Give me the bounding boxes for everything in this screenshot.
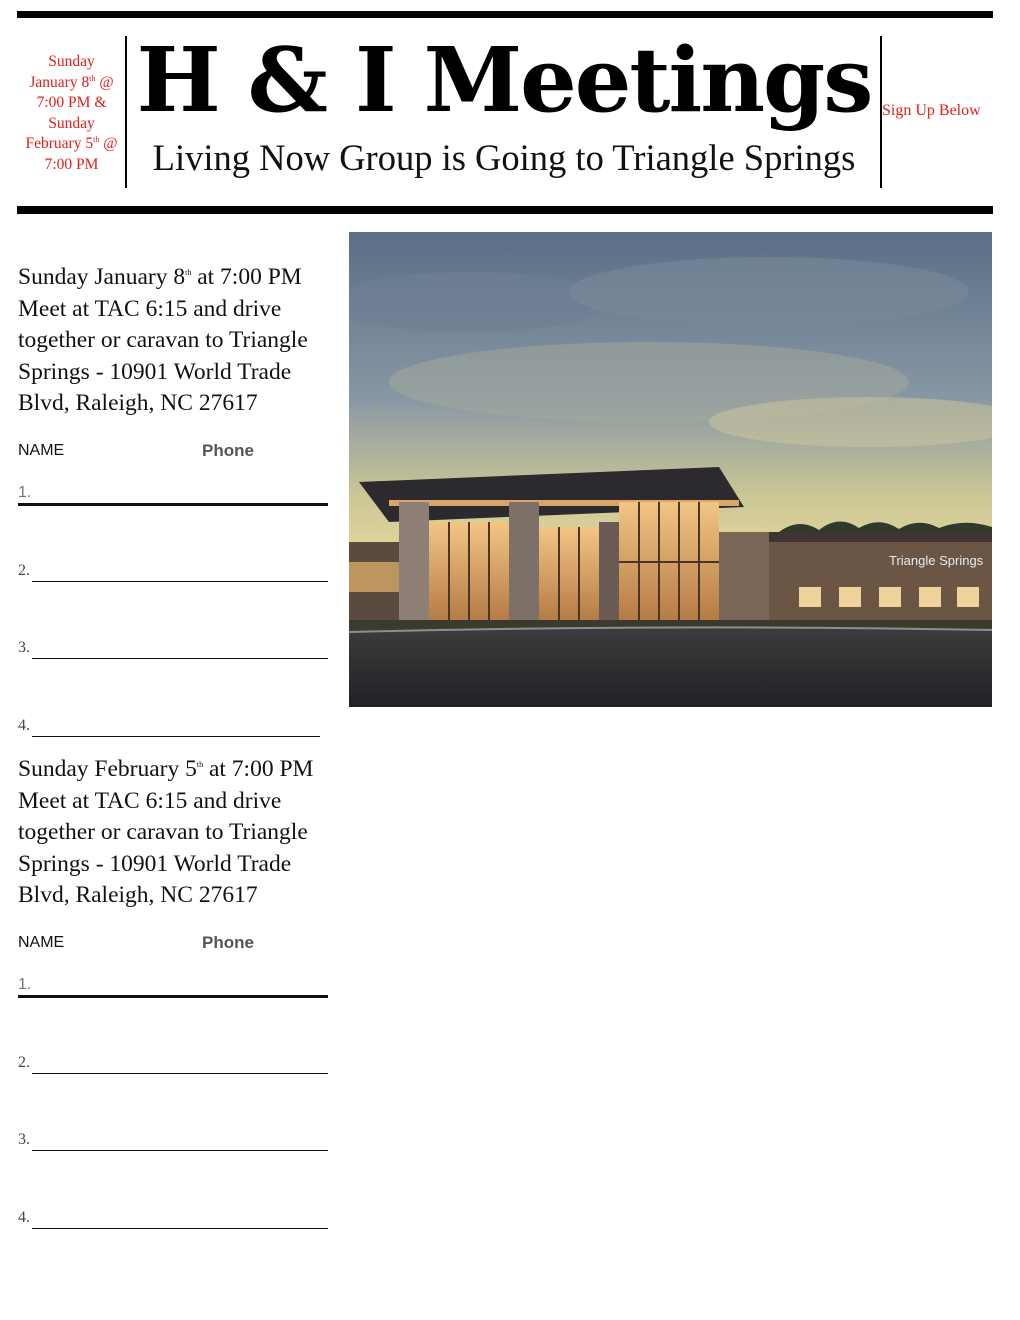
meeting-section-1	[18, 262, 338, 734]
phone-column-header: Phone	[202, 933, 254, 952]
signup-line-4[interactable]: 4.	[18, 1207, 328, 1229]
note-line: Sunday	[48, 53, 95, 70]
name-column-header: NAME	[18, 442, 65, 459]
building-sign-text: Triangle Springs	[889, 553, 984, 568]
meeting-description: Sunday February 5th at 7:00 PM Meet at TAC 6:15 and drive together or caravan to Triangle Springs - 10901 World Trade Blvd, Raleigh, NC 27617	[18, 756, 314, 908]
signup-line-2[interactable]: 2.	[18, 1052, 328, 1074]
meeting-dates-note	[18, 52, 125, 175]
page-subtitle: Living Now Group is Going to Triangle Springs	[152, 137, 856, 178]
signup-line-4[interactable]: 4.	[18, 715, 320, 737]
name-column-header: NAME	[18, 934, 65, 951]
header-bottom-rule	[17, 206, 993, 214]
note-line: Sunday	[48, 114, 95, 132]
phone-column-header: Phone	[202, 441, 254, 460]
signup-line-2[interactable]: 2.	[18, 560, 328, 582]
note-line: January 8th @	[29, 73, 114, 91]
signup-note: Sign Up Below	[882, 102, 981, 119]
triangle-springs-photo	[349, 232, 992, 707]
signup-line-1[interactable]: 1.	[18, 480, 328, 506]
note-line: 7:00 PM &	[36, 94, 107, 111]
signup-line-3[interactable]: 3.	[18, 1129, 328, 1151]
note-line: February 5th @	[25, 134, 118, 152]
top-rule	[17, 11, 993, 18]
header-divider-left	[125, 36, 127, 188]
signup-line-3[interactable]: 3.	[18, 637, 328, 659]
meeting-description: Sunday January 8th at 7:00 PM Meet at TAC 6:15 and drive together or caravan to Triangle Springs - 10901 World Trade Blvd, Raleigh, NC 27617	[18, 264, 308, 416]
page-title: H & I Meetings	[136, 27, 872, 132]
note-line: 7:00 PM	[44, 155, 99, 173]
meeting-section-2	[18, 754, 338, 1226]
signup-line-1[interactable]: 1.	[18, 972, 328, 998]
